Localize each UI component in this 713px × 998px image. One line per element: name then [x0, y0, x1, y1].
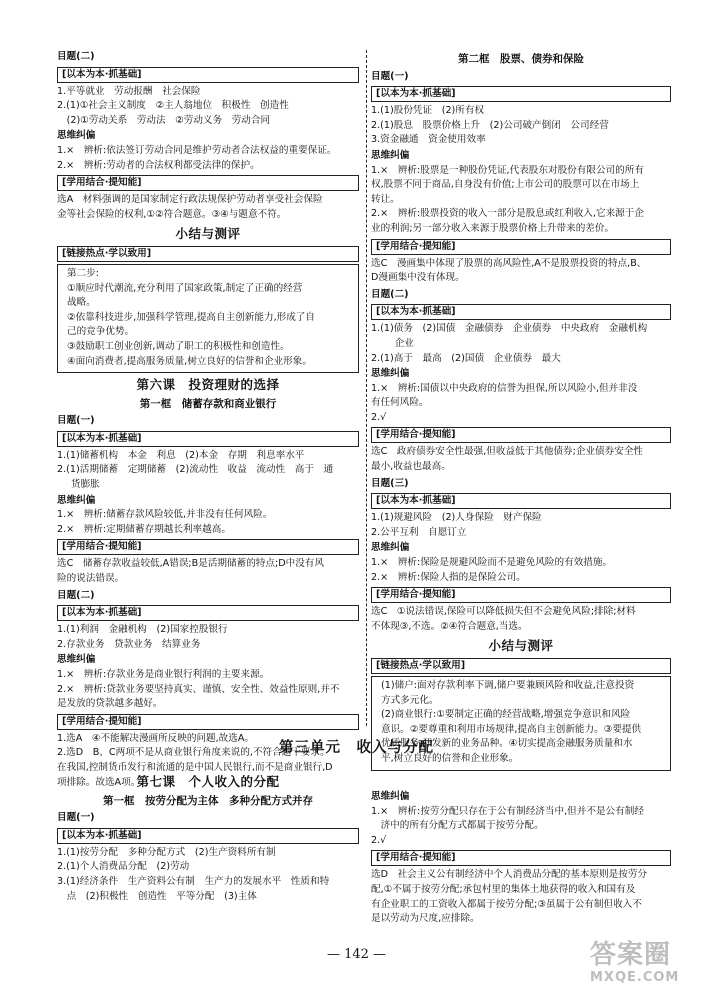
- frame-heading: 第一框 按劳分配为主体 多种分配方式并存: [103, 794, 313, 807]
- tag-label: [以本为本·抓基础]: [371, 304, 671, 320]
- tag-label: [链接热点·学以致用]: [57, 246, 359, 262]
- answer-line: 第二步:: [67, 267, 100, 279]
- answer-line: 配,①不属于按劳分配;承包村里的集体土地获得的收入和国有及: [371, 883, 636, 895]
- answer-line: 2.× 辨析:保险人指的是保险公司。: [371, 571, 526, 583]
- page-number: — 142 —: [326, 947, 387, 962]
- tag-label: [学用结合·提知能]: [371, 427, 671, 443]
- watermark-text: 答案圈: [590, 940, 672, 970]
- answer-line: 企业: [385, 337, 414, 349]
- tag-label: [学用结合·提知能]: [57, 539, 359, 555]
- lesson-heading: 第七课 个人收入的分配: [136, 774, 280, 789]
- answer-line: 1.选A ④不能解决漫画所反映的问题,故选A。: [57, 732, 255, 744]
- answer-line: ②依靠科技进步,加强科学管理,提高自主创新能力,形成了自: [67, 311, 315, 323]
- watermark-logo: [590, 940, 700, 992]
- answer-line: 己的竞争优势。: [67, 326, 135, 338]
- answer-line: 1.平等就业 劳动报酬 社会保险: [57, 85, 201, 97]
- tag-label: [学用结合·提知能]: [371, 850, 671, 866]
- answer-line: 2.(1)①社会主义制度 ②主人翁地位 积极性 创造性: [57, 100, 289, 112]
- answer-line: 2.(1)活期储蓄 定期储蓄 (2)流动性 收益 流动性 高于 通: [57, 464, 334, 476]
- answer-line: 权,股票不同于商品,自身没有价值;上市公司的股票可以在市场上: [371, 179, 640, 191]
- answer-line: 是以劳动为尺度,应排除。: [371, 913, 480, 925]
- thinking-correction-label: 思维纠偏: [57, 494, 96, 506]
- answer-line: 1.(1)债务 (2)国债 金融债券 企业债券 中央政府 金融机构: [371, 323, 648, 335]
- tag-label: [学用结合·提知能]: [57, 714, 359, 730]
- frame-heading: 第二框 股票、债券和保险: [458, 53, 584, 65]
- tag-label: [学用结合·提知能]: [371, 239, 671, 255]
- section-title: 目题(二): [57, 51, 95, 62]
- answer-line: 2.公平互利 自愿订立: [371, 526, 467, 538]
- thinking-correction-label: 思维纠偏: [57, 654, 96, 666]
- section-heading: 小结与测评: [488, 638, 554, 654]
- answer-line: 平,树立良好的信誉和企业形象。: [381, 752, 519, 764]
- answer-line: 最小,收益也最高。: [371, 461, 451, 473]
- frame-heading: 第一框 储蓄存款和商业银行: [139, 397, 277, 410]
- thinking-correction-label: 思维纠偏: [57, 130, 96, 142]
- lower-left-column: [57, 770, 359, 904]
- answer-line: 1.× 辨析:储蓄存款风险较低,并非没有任何风险。: [57, 509, 273, 521]
- answer-line: 战略。: [67, 297, 96, 309]
- section-title: 目题(一): [57, 812, 95, 824]
- answer-line: 2.(1)股息 股票价格上升 (2)公司破产倒闭 公司经营: [371, 119, 609, 131]
- answer-line: 1.(1)规避风险 (2)人身保险 财产保险: [371, 512, 542, 524]
- tag-label: [以本为本·抓基础]: [57, 67, 359, 83]
- hotspot-answer-box: [371, 676, 671, 771]
- unit-title: 第三单元 收入与分配: [279, 740, 434, 756]
- watermark-url: MXQE.COM: [590, 970, 680, 985]
- answer-line: 在我国,控制货币发行和流通的是中国人民银行,而不是商业银行,D: [57, 761, 333, 773]
- answer-line: 意识。②要尊重和利用市场规律,提高自主创新能力。③要提供: [381, 723, 642, 735]
- tag-label: [链接热点·学以致用]: [371, 658, 671, 674]
- section-title: 目题(二): [371, 288, 409, 300]
- answer-line: 1.× 辨析:股票是一种股份凭证,代表股东对股份有限公司的所有: [371, 164, 644, 176]
- answer-line: 方式多元化。: [381, 694, 439, 706]
- answer-line: 2.(1)个人消费品分配 (2)劳动: [57, 861, 190, 873]
- answer-line: 2.× 辨析:定期储蓄存期越长利率越高。: [57, 523, 231, 535]
- tag-label: [以本为本·抓基础]: [371, 86, 671, 102]
- answer-line: 货膨胀: [71, 479, 100, 491]
- answer-line: 1.(1)股份凭证 (2)所有权: [371, 105, 485, 117]
- thinking-correction-label: 思维纠偏: [371, 542, 410, 554]
- column-divider: [366, 50, 367, 726]
- answer-line: 选C 储蓄存款收益较低,A错误;B是活期储蓄的特点;D中没有风: [57, 558, 324, 570]
- section-title: 目题(二): [57, 589, 95, 601]
- answer-line: 1.× 辨析:依法签订劳动合同是维护劳动者合法权益的重要保证。: [57, 144, 337, 156]
- left-column: [57, 48, 359, 790]
- answer-line: 点 (2)积极性 创造性 平等分配 (3)主体: [57, 890, 257, 902]
- answer-line: 是发放的贷款越多越好。: [57, 698, 163, 710]
- answer-line: 1.(1)按劳分配 多种分配方式 (2)生产资料所有制: [57, 846, 276, 858]
- answer-line: D漫画集中没有体现。: [371, 272, 465, 284]
- tag-label: [学用结合·提知能]: [57, 175, 359, 191]
- answer-line: ④面向消费者,提高服务质量,树立良好的信誉和企业形象。: [67, 355, 312, 367]
- answer-line: 项排除。故选A项。: [57, 776, 141, 788]
- answer-line: 2.× 辨析:贷款业务要坚持真实、谨慎、安全性、效益性原则,并不: [57, 683, 340, 695]
- answer-line: 险的说法错误。: [57, 573, 125, 585]
- answer-line: 3.资金融通 资金使用效率: [371, 134, 486, 146]
- answer-line: 1.× 辨析:国债以中央政府的信誉为担保,所以风险小,但并非没: [371, 382, 638, 394]
- answer-line: 有企业职工的工资收入都属于按劳分配;③虽属于公有制但收入不: [371, 898, 642, 910]
- answer-line: 1.× 辨析:保险是规避风险而不是避免风险的有效措施。: [371, 557, 613, 569]
- tag-label: [以本为本·抓基础]: [57, 605, 359, 621]
- section-title: 目题(三): [371, 477, 409, 489]
- answer-line: 选D 社会主义公有制经济中个人消费品分配的基本原则是按劳分: [371, 869, 648, 881]
- answer-line: 有任何风险。: [371, 397, 429, 409]
- thinking-correction-label: 思维纠偏: [371, 368, 410, 380]
- section-title: 目题(一): [371, 70, 409, 82]
- lesson-heading: 第六课 投资理财的选择: [136, 377, 280, 393]
- answer-line: 2.存款业务 贷款业务 结算业务: [57, 638, 201, 650]
- answer-line: ③鼓励职工创业创新,调动了职工的积极性和创造性。: [67, 340, 290, 352]
- answer-line: ①顺应时代潮流,充分利用了国家政策,制定了正确的经营: [67, 282, 303, 294]
- answer-line: 2.选D B、C两项不是从商业银行角度来说的,不符合题干要求。: [57, 747, 330, 759]
- answer-line: (2)①劳动关系 劳动法 ②劳动义务 劳动合同: [57, 114, 271, 126]
- answer-line: 选C 政府债券安全性最强,但收益低于其他债券;企业债券安全性: [371, 446, 644, 458]
- answer-line: 选C 漫画集中体现了股票的高风险性,A不是股票投资的特点,B、: [371, 257, 647, 269]
- tag-label: [学用结合·提知能]: [371, 587, 671, 603]
- answer-line: 不体现③,不选。②④符合题意,当选。: [371, 620, 528, 632]
- answer-line: 1.(1)储蓄机构 本金 利息 (2)本金 存期 利息率水平: [57, 449, 305, 461]
- section-title: 目题(一): [57, 415, 95, 427]
- answer-line: 转让。: [371, 193, 400, 205]
- hotspot-answer-box: [57, 264, 359, 373]
- tag-label: [以本为本·抓基础]: [371, 493, 671, 509]
- answer-line: 金等社会保险的权利,①②符合题意。③④与题意不符。: [57, 208, 287, 220]
- answer-line: 优质服务,开发新的业务品种。④切实提高金融服务质量和水: [381, 738, 633, 750]
- answer-line: 3.(1)经济条件 生产资料公有制 生产力的发展水平 性质和特: [57, 875, 330, 887]
- thinking-correction-label: 思维纠偏: [371, 149, 410, 161]
- right-column: [371, 48, 671, 773]
- answer-line: 选A 材料强调的是国家制定行政法规保护劳动者享受社会保险: [57, 194, 323, 206]
- answer-line: 2.√: [371, 834, 387, 846]
- answer-line: 济中的所有分配方式都属于按劳分配。: [371, 820, 544, 832]
- answer-line: 业的利润;另一部分收入来源于股票价格上升带来的差价。: [371, 222, 615, 234]
- answer-line: 2.(1)高于 最高 (2)国债 企业债券 最大: [371, 352, 561, 364]
- section-heading: 小结与测评: [175, 226, 241, 242]
- lower-right-column: [371, 770, 671, 927]
- answer-line: 1.× 辨析:存款业务是商业银行利润的主要来源。: [57, 669, 270, 680]
- answer-line: 选C ①说法错误,保险可以降低损失但不会避免风险;排除;材料: [371, 606, 636, 618]
- answer-line: (2)商业银行:①要制定正确的经营战略,增强竞争意识和风险: [381, 709, 631, 721]
- tag-label: [以本为本·抓基础]: [57, 828, 359, 844]
- thinking-correction-label: 思维纠偏: [371, 791, 410, 802]
- answer-line: 2.√: [371, 411, 387, 423]
- answer-line: 2.× 辨析:劳动者的合法权利都受法律的保护。: [57, 159, 260, 171]
- answer-line: 2.× 辨析:股票投资的收入一部分是股息或红利收入,它来源于企: [371, 208, 644, 220]
- answer-line: 1.× 辨析:按劳分配只存在于公有制经济当中,但并不是公有制经: [371, 805, 644, 817]
- answer-line: (1)储户:面对存款利率下调,储户要兼顾风险和收益,注意投资: [381, 680, 635, 691]
- answer-line: 1.(1)利润 金融机构 (2)国家控股银行: [57, 624, 228, 636]
- tag-label: [以本为本·抓基础]: [57, 431, 359, 447]
